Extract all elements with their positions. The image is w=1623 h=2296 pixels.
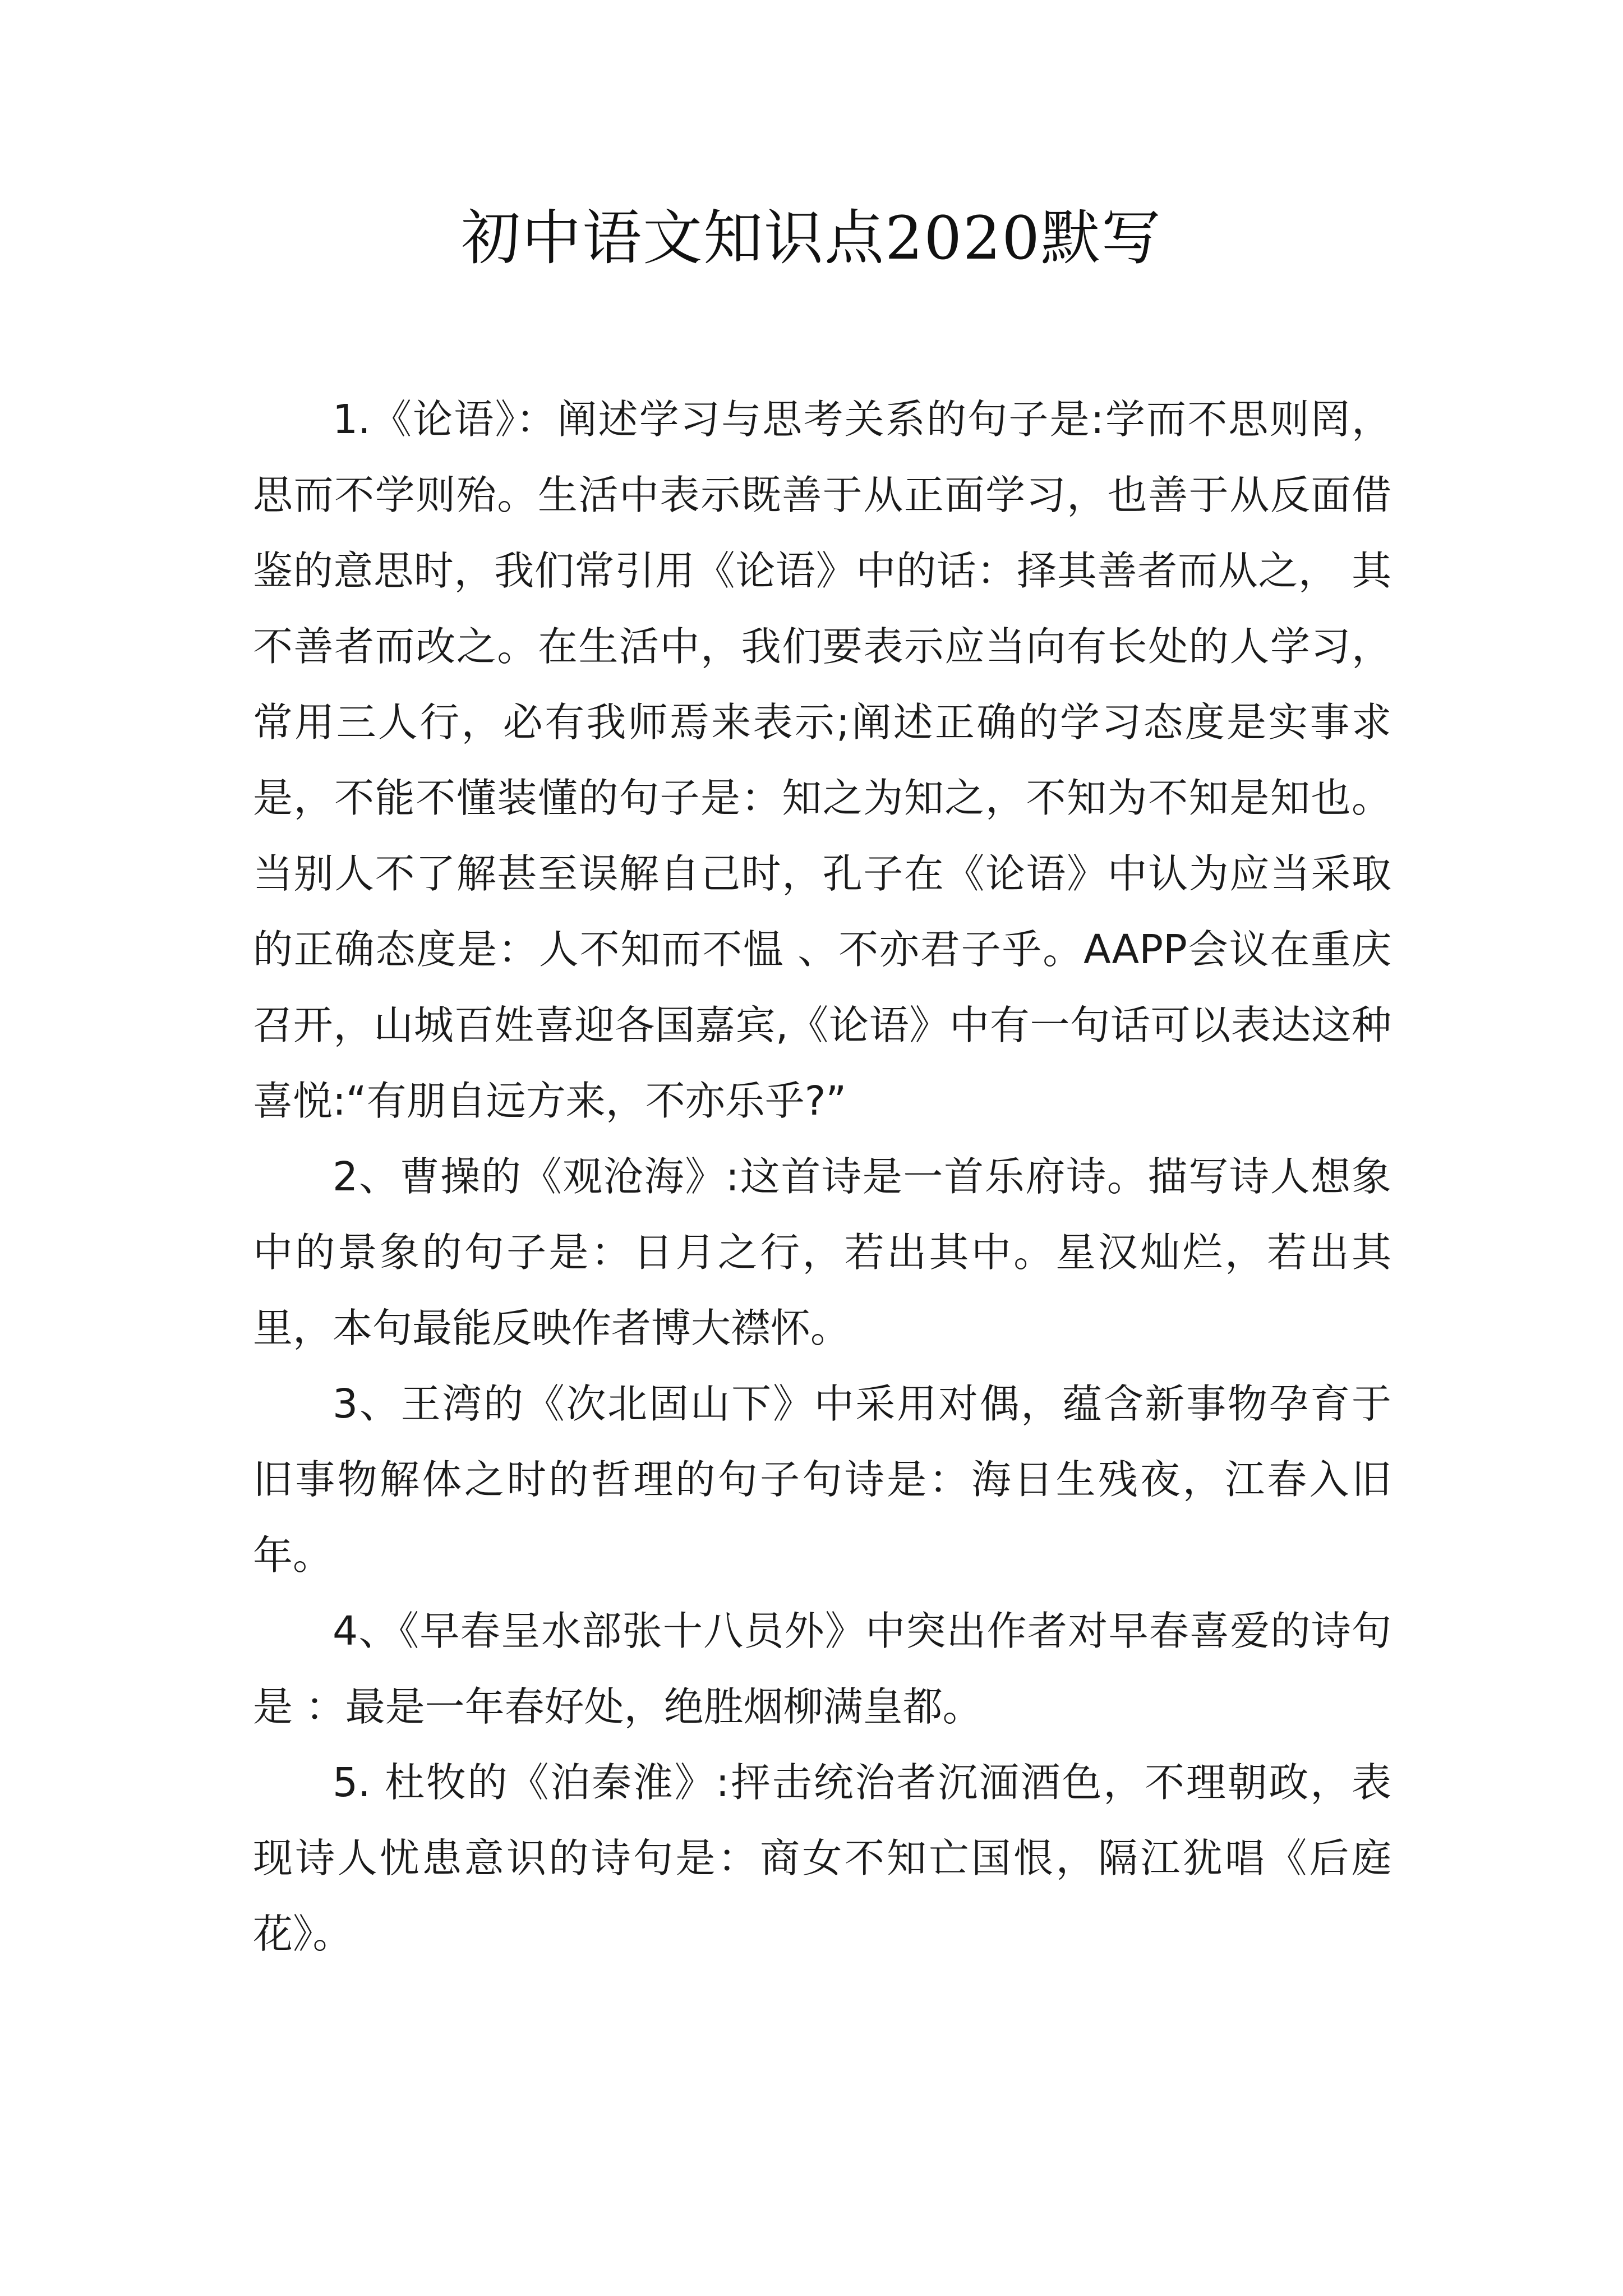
paragraph-5: 5. 杜牧的《泊秦淮》:抨击统治者沉湎酒色，不理朝政，表现诗人忧患意识的诗句是：商女不知亡国恨，隔江犹唱《后庭花》。: [253, 1759, 1391, 1957]
paragraph-3: 3、王湾的《次北固山下》中采用对偶，蕴含新事物孕育于旧事物解体之时的哲理的句子句诗是：海日生残夜，江春入旧年。: [253, 1381, 1391, 1579]
paragraph-1: 1.《论语》：阐述学习与思考关系的句子是:学而不思则罔， 思而不学则殆。生活中表示既善于从正面学习，也善于从反面借鉴的意思时，我们常引用《论语》中的话：择其善者而从之， 其不善者而改之。在生活中，我们要表示应当向有长处的人学习，常用三人行，必有我师焉来表示;阐述正确的学习态度是实事求是，不能不懂装懂的句子是：知之为知之，不知为不知是知也。当别人不了解甚至误解自己时，孔子在《论语》中认为应当采取的正确态度是：人不知而不愠 、不亦君子乎。AAPP会议在重庆召开，山城百姓喜迎各国嘉宾,《论语》中有一句话可以表达这种喜悦:“有朋自远方来，不亦乐乎?”: [253, 396, 1391, 1124]
paragraph-4: 4、《早春呈水部张十八员外》中突出作者对早春喜爱的诗句是 ：最是一年春好处，绝胜烟柳满皇都。: [253, 1608, 1391, 1730]
document-body: [253, 381, 1391, 1972]
document-title: 初中语文知识点2020默写: [461, 204, 1162, 273]
paragraph-2: 2、曹操的《观沧海》:这首诗是一首乐府诗。描写诗人想象中的景象的句子是：日月之行，若出其中。星汉灿烂，若出其里，本句最能反映作者博大襟怀。: [253, 1153, 1391, 1351]
